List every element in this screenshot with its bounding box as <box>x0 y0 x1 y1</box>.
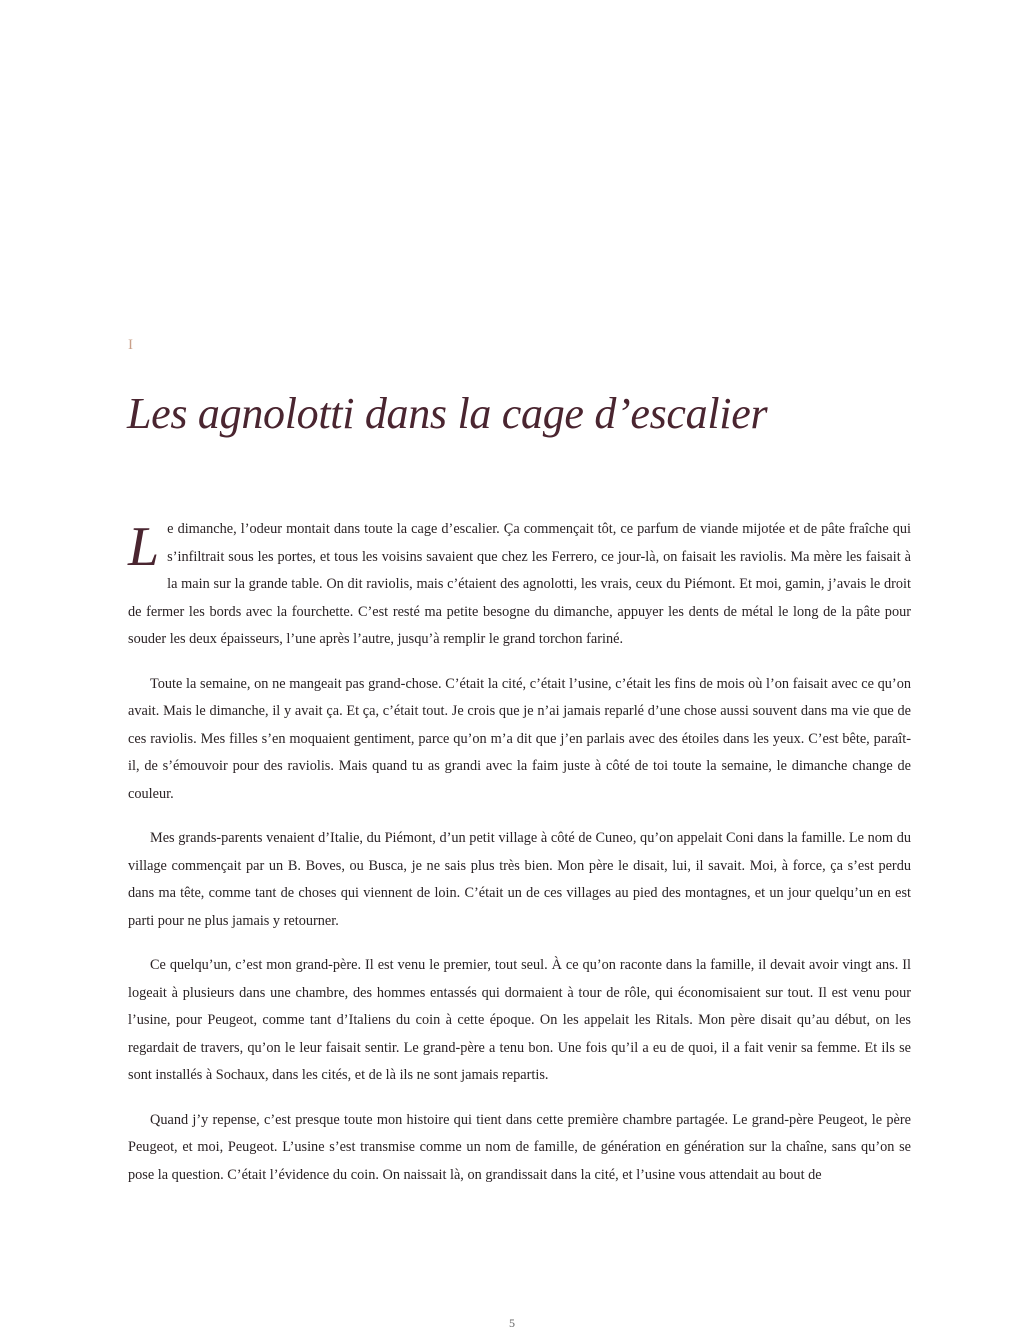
chapter-number: I <box>128 337 134 353</box>
drop-cap: L <box>128 516 160 578</box>
paragraph-1 <box>128 516 911 654</box>
paragraph-1-text: e dimanche, l’odeur montait dans toute la cage d’escalier. Ça commençait tôt, ce parfum de viande mijotée et de pâte fraîche qui s’infiltrait sous les portes, et tous les voisins savaient que chez les Ferrero, ce jour-là, on faisait les raviolis. Ma mère les faisait à la main sur la grande table. On dit raviolis, mais c’étaient des agnolotti, les vrais, ceux du Piémont. Et moi, gamin, j’avais le droit de fermer les bords avec la fourchette. C’est resté ma petite besogne du dimanche, appuyer les dents de métal le long de la pâte pour souder les deux épaisseurs, l’une après l’autre, jusqu’à remplir le grand torchon fariné. <box>128 521 911 647</box>
chapter-body <box>128 516 911 1206</box>
chapter-title: Les agnolotti dans la cage d’escalier <box>127 389 768 438</box>
page-number: 5 <box>509 1316 515 1330</box>
paragraph-4: Ce quelqu’un, c’est mon grand-père. Il est venu le premier, tout seul. À ce qu’on raconte dans la famille, il devait avoir vingt ans. Il logeait à plusieurs dans une chambre, des hommes entassés qui dormaient à tour de rôle, qui économisaient sur tout. Il est venu pour l’usine, pour Peugeot, comme tant d’Italiens du coin à cette époque. On les appelait les Ritals. Mon père disait qu’au début, on les regardait de travers, qu’on le leur faisait sentir. Le grand-père a tenu bon. Une fois qu’il a eu de quoi, il a fait venir sa femme. Et ils se sont installés à Sochaux, dans les cités, et de là ils ne sont jamais repartis. <box>128 957 911 1083</box>
paragraph-3: Mes grands-parents venaient d’Italie, du Piémont, d’un petit village à côté de Cuneo, qu’on appelait Coni dans la famille. Le nom du village commençait par un B. Boves, ou Busca, je ne sais plus très bien. Mon père le disait, lui, il savait. Moi, à force, ça s’est perdu dans ma tête, comme tant de choses qui viennent de loin. C’était un de ces villages au pied des montagnes, et un jour quelqu’un en est parti pour ne plus jamais y retourner. <box>128 830 911 929</box>
paragraph-5: Quand j’y repense, c’est presque toute mon histoire qui tient dans cette première chambre partagée. Le grand-père Peugeot, le père Peugeot, et moi, Peugeot. L’usine s’est transmise comme un nom de famille, de génération en génération sur la chaîne, sans qu’on se pose la question. C’était l’évidence du coin. On naissait là, on grandissait dans la cité, et l’usine vous attendait au bout de <box>128 1111 911 1183</box>
paragraph-2: Toute la semaine, on ne mangeait pas grand-chose. C’était la cité, c’était l’usine, c’était les fins de mois où l’on faisait avec ce qu’on avait. Mais le dimanche, il y avait ça. Et ça, c’était tout. Je crois que je n’ai jamais reparlé d’une chose aussi souvent dans ma vie que de ces raviolis. Mes filles s’en moquaient gentiment, parce qu’on m’a dit que j’en parlais avec des étoiles dans les yeux. C’est bête, paraît-il, de s’émouvoir pour des raviolis. Mais quand tu as grandi avec la faim juste à côté de toi toute la semaine, le dimanche change de couleur. <box>128 675 911 802</box>
